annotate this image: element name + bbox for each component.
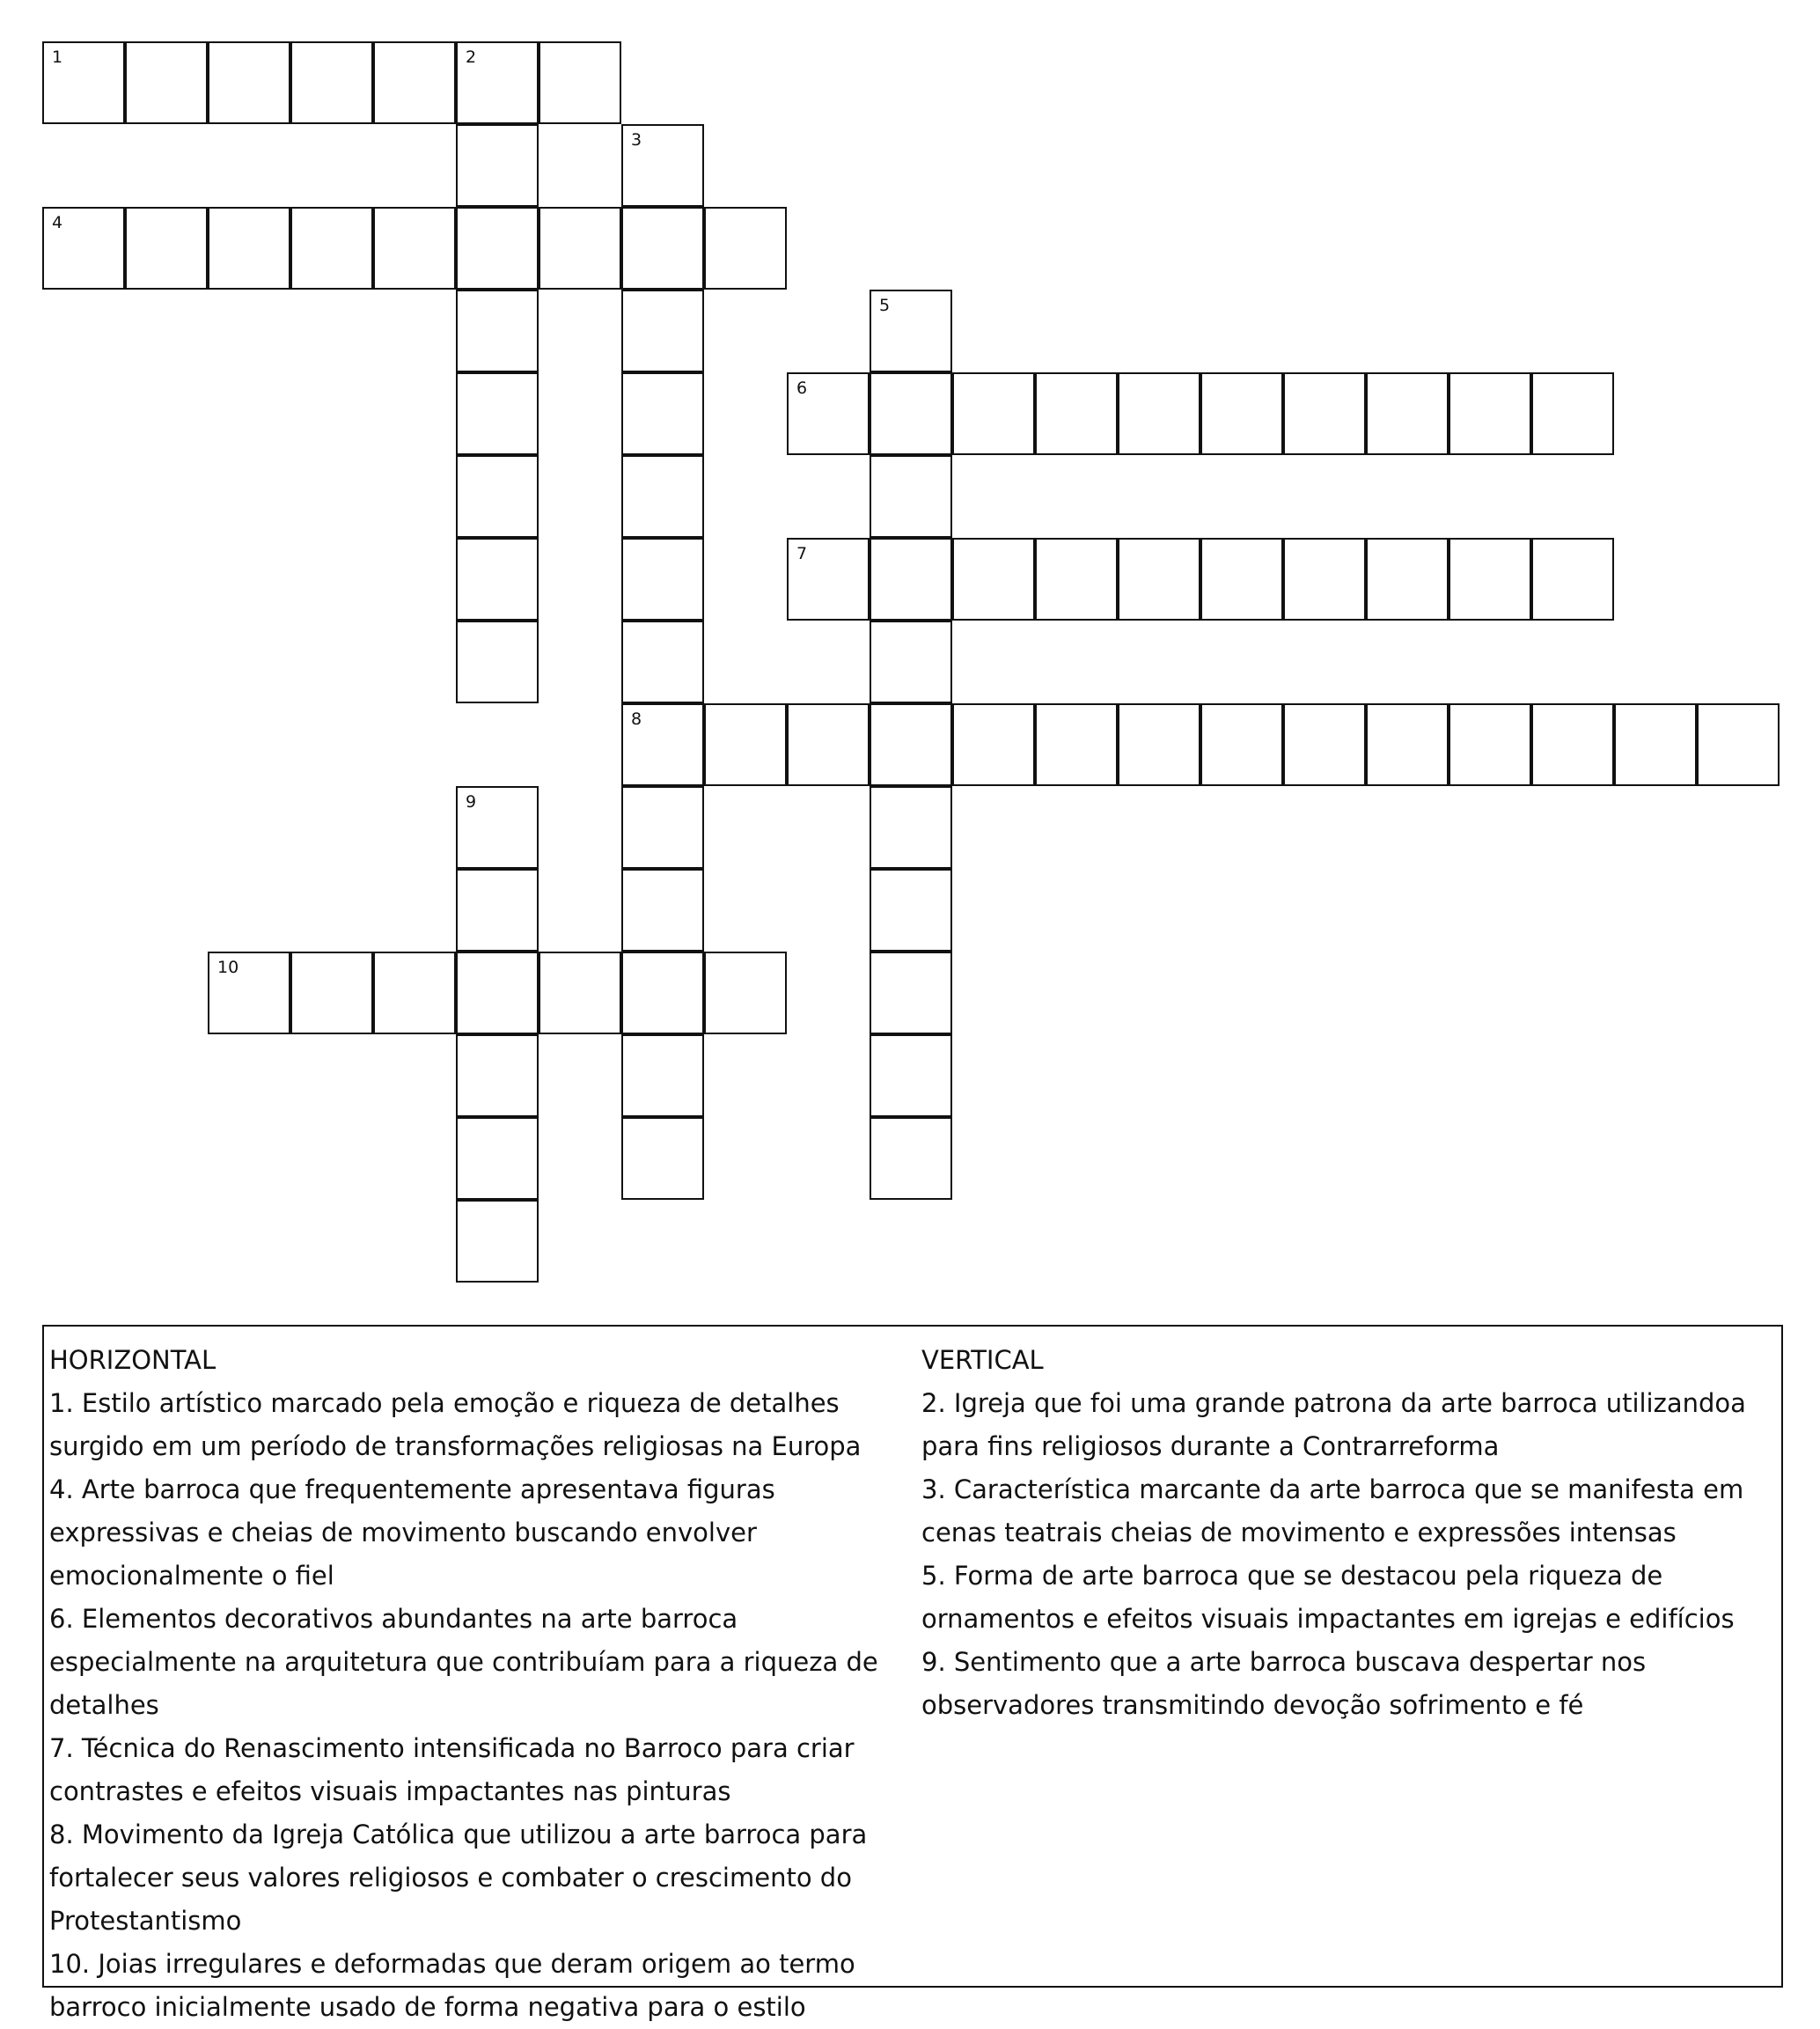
clues-box — [42, 1325, 1783, 2022]
clue-number: 8 — [631, 709, 642, 729]
grid-cell[interactable] — [290, 41, 373, 124]
grid-cell[interactable] — [373, 207, 456, 290]
grid-cell[interactable] — [539, 41, 621, 124]
clue-number: 2 — [466, 48, 477, 67]
grid-cell[interactable] — [870, 621, 952, 703]
grid-cell[interactable] — [456, 1200, 539, 1283]
across-clue: 8. Movimento da Igreja Católica que utilizou a arte barroca para fortalecer seus valores religiosos e combater o crescimento do Protestantismo — [49, 1819, 868, 1936]
down-heading: VERTICAL — [921, 1345, 1044, 1375]
grid-cell[interactable] — [1531, 372, 1614, 455]
grid-cell[interactable] — [290, 207, 373, 290]
grid-cell[interactable] — [456, 1034, 539, 1117]
grid-cell[interactable] — [456, 538, 539, 621]
grid-cell[interactable] — [290, 952, 373, 1034]
grid-cell[interactable] — [1449, 703, 1531, 786]
grid-cell[interactable] — [539, 207, 621, 290]
grid-cell[interactable] — [125, 207, 208, 290]
grid-cell[interactable] — [621, 952, 704, 1034]
grid-cell[interactable] — [1200, 703, 1283, 786]
grid-cell[interactable] — [456, 621, 539, 703]
across-clue: 1. Estilo artístico marcado pela emoção e riqueza de detalhes surgido em um período de transformações religiosas na Europa — [49, 1388, 862, 1461]
grid-cell[interactable] — [621, 290, 704, 372]
grid-cell[interactable] — [952, 372, 1035, 455]
down-clue: 3. Característica marcante da arte barroca que se manifesta em cenas teatrais cheias de movimento e expressões intensas — [921, 1474, 1744, 1547]
down-clues — [921, 1339, 1780, 1727]
across-clues — [49, 1339, 894, 2029]
grid-cell[interactable] — [1366, 538, 1449, 621]
grid-cell[interactable] — [621, 372, 704, 455]
grid-cell[interactable] — [456, 372, 539, 455]
grid-cell[interactable] — [621, 207, 704, 290]
grid-cell[interactable] — [42, 207, 125, 290]
grid-cell[interactable] — [1035, 703, 1118, 786]
clue-number: 5 — [879, 296, 891, 315]
grid-cell[interactable] — [456, 786, 539, 869]
clue-number: 10 — [217, 958, 239, 977]
grid-cell[interactable] — [870, 455, 952, 538]
grid-cell[interactable] — [1118, 372, 1200, 455]
grid-cell[interactable] — [1531, 703, 1614, 786]
grid-cell[interactable] — [456, 869, 539, 952]
grid-cell[interactable] — [621, 786, 704, 869]
across-clue: 10. Joias irregulares e deformadas que deram origem ao termo barroco inicialmente usado de forma negativa para o estilo — [49, 1949, 855, 2022]
grid-cell[interactable] — [621, 621, 704, 703]
grid-cell[interactable] — [373, 952, 456, 1034]
clue-number: 7 — [796, 544, 808, 563]
grid-cell[interactable] — [621, 538, 704, 621]
grid-cell[interactable] — [208, 207, 290, 290]
grid-cell[interactable] — [1614, 703, 1697, 786]
grid-cell[interactable] — [1449, 538, 1531, 621]
clue-number: 9 — [466, 792, 477, 812]
across-clue: 4. Arte barroca que frequentemente apresentava figuras expressivas e cheias de movimento buscando envolver emocionalmente o fiel — [49, 1474, 775, 1591]
grid-cell[interactable] — [870, 786, 952, 869]
grid-cell[interactable] — [456, 952, 539, 1034]
grid-cell[interactable] — [787, 703, 870, 786]
grid-cell[interactable] — [952, 538, 1035, 621]
grid-cell[interactable] — [621, 455, 704, 538]
clue-number: 1 — [52, 48, 63, 67]
grid-cell[interactable] — [704, 952, 787, 1034]
grid-cell[interactable] — [952, 703, 1035, 786]
grid-cell[interactable] — [1366, 703, 1449, 786]
down-clue: 5. Forma de arte barroca que se destacou pela riqueza de ornamentos e efeitos visuais impactantes em igrejas e edifícios — [921, 1561, 1735, 1634]
grid-cell[interactable] — [1449, 372, 1531, 455]
grid-cell[interactable] — [1366, 372, 1449, 455]
down-clue: 2. Igreja que foi uma grande patrona da arte barroca utilizandoa para fins religiosos durante a Contrarreforma — [921, 1388, 1746, 1461]
grid-cell[interactable] — [373, 41, 456, 124]
grid-cell[interactable] — [1200, 372, 1283, 455]
grid-cell[interactable] — [787, 372, 870, 455]
grid-cell[interactable] — [1118, 703, 1200, 786]
grid-cell[interactable] — [870, 290, 952, 372]
clue-number: 3 — [631, 130, 642, 150]
grid-cell[interactable] — [870, 1117, 952, 1200]
grid-cell[interactable] — [870, 952, 952, 1034]
grid-cell[interactable] — [704, 207, 787, 290]
grid-cell[interactable] — [456, 455, 539, 538]
grid-cell[interactable] — [1697, 703, 1780, 786]
grid-cell[interactable] — [1531, 538, 1614, 621]
grid-cell[interactable] — [208, 952, 290, 1034]
grid-cell[interactable] — [621, 124, 704, 207]
grid-cell[interactable] — [125, 41, 208, 124]
across-heading: HORIZONTAL — [49, 1345, 216, 1375]
grid-cell[interactable] — [1283, 538, 1366, 621]
across-clue: 6. Elementos decorativos abundantes na arte barroca especialmente na arquitetura que contribuíam para a riqueza de detalhes — [49, 1604, 878, 1720]
grid-cell[interactable] — [456, 124, 539, 207]
grid-cell[interactable] — [870, 1034, 952, 1117]
grid-cell[interactable] — [1283, 372, 1366, 455]
grid-cell[interactable] — [456, 1117, 539, 1200]
grid-cell[interactable] — [1035, 538, 1118, 621]
clue-number: 4 — [52, 213, 63, 232]
grid-cell[interactable] — [456, 290, 539, 372]
grid-cell[interactable] — [621, 869, 704, 952]
grid-cell[interactable] — [870, 372, 952, 455]
grid-cell[interactable] — [1118, 538, 1200, 621]
grid-cell[interactable] — [870, 869, 952, 952]
grid-cell[interactable] — [1200, 538, 1283, 621]
clue-number: 6 — [796, 379, 808, 398]
grid-cell[interactable] — [1283, 703, 1366, 786]
grid-cell[interactable] — [208, 41, 290, 124]
grid-cell[interactable] — [870, 538, 952, 621]
grid-cell[interactable] — [787, 538, 870, 621]
grid-cell[interactable] — [704, 703, 787, 786]
grid-cell[interactable] — [456, 41, 539, 124]
grid-cell[interactable] — [621, 1034, 704, 1117]
across-clue: 7. Técnica do Renascimento intensificada no Barroco para criar contrastes e efeitos visuais impactantes nas pinturas — [49, 1733, 855, 1806]
grid-cell[interactable] — [456, 207, 539, 290]
grid-cell[interactable] — [870, 703, 952, 786]
grid-cell[interactable] — [539, 952, 621, 1034]
grid-cell[interactable] — [1035, 372, 1118, 455]
down-clue: 9. Sentimento que a arte barroca buscava despertar nos observadores transmitindo devoção sofrimento e fé — [921, 1647, 1647, 1720]
grid-cell[interactable] — [42, 41, 125, 124]
grid-cell[interactable] — [621, 1117, 704, 1200]
grid-cell[interactable] — [621, 703, 704, 786]
